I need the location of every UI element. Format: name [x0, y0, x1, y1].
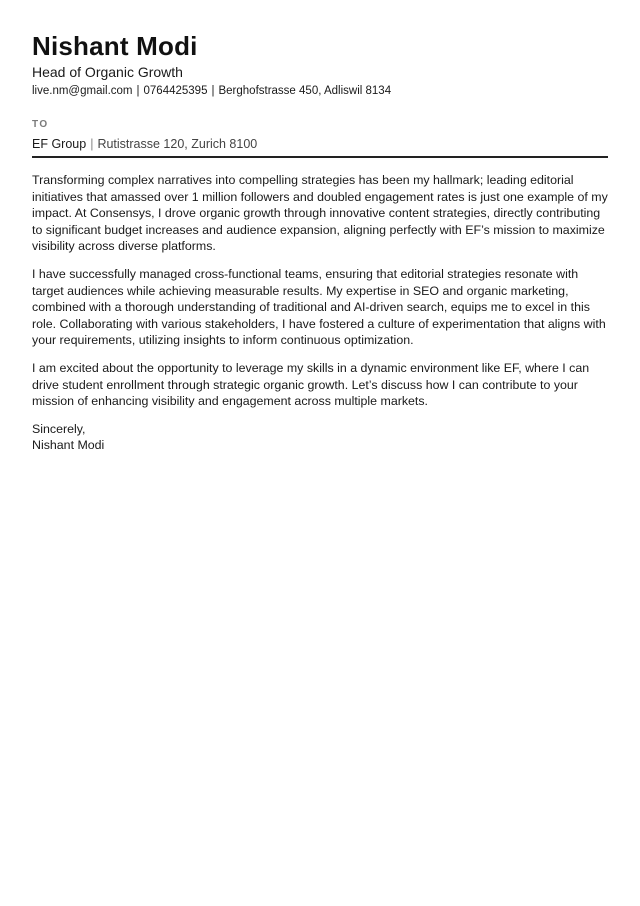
- contact-separator: |: [211, 85, 215, 97]
- letter-paragraph: I am excited about the opportunity to leverage my skills in a dynamic environment like EF, where I can drive student enrollment through strategic organic growth. Let’s discuss how I can contribute to your mission of enhancing visibility and engagement across multiple markets.: [32, 360, 590, 409]
- letter-body: [32, 172, 608, 454]
- recipient-separator: |: [90, 137, 94, 151]
- recipient-label: TO: [32, 119, 49, 130]
- recipient-block: [32, 119, 608, 158]
- recipient-company: EF Group: [32, 137, 87, 151]
- applicant-title: Head of Organic Growth: [32, 64, 183, 80]
- contact-line: [32, 83, 608, 99]
- cover-letter: [32, 30, 608, 454]
- recipient-address: Rutistrasse 120, Zurich 8100: [97, 137, 258, 151]
- contact-separator: |: [136, 85, 140, 97]
- phone-number: 0764425395: [143, 85, 208, 97]
- letter-paragraph: I have successfully managed cross-functional teams, ensuring that editorial strategies resonate with target audiences while achieving measurable results. My expertise in SEO and organic marketing, combined with a thorough understanding of traditional and AI-driven search, equips me to excel in this role. Collaborating with various stakeholders, I have fostered a culture of experimentation that aligns with your requirements, utilizing insights to inform continuous optimization.: [32, 266, 606, 348]
- applicant-name: Nishant Modi: [32, 31, 198, 61]
- letter-closing: Sincerely,: [32, 421, 86, 436]
- letter-paragraph: Transforming complex narratives into compelling strategies has been my hallmark; leading editorial initiatives that amassed over 1 million followers and doubled engagement rates is just one example of my impact. At Consensys, I drove organic growth through innovative content strategies, directly contributing to significant budget increases and audience expansion, aligning perfectly with EF’s mission to maximize visibility across diverse platforms.: [32, 173, 608, 254]
- recipient-line: [32, 136, 608, 158]
- letter-signature: Nishant Modi: [32, 438, 105, 453]
- applicant-address: Berghofstrasse 450, Adliswil 8134: [218, 85, 392, 97]
- email-link[interactable]: live.nm@gmail.com: [32, 85, 133, 97]
